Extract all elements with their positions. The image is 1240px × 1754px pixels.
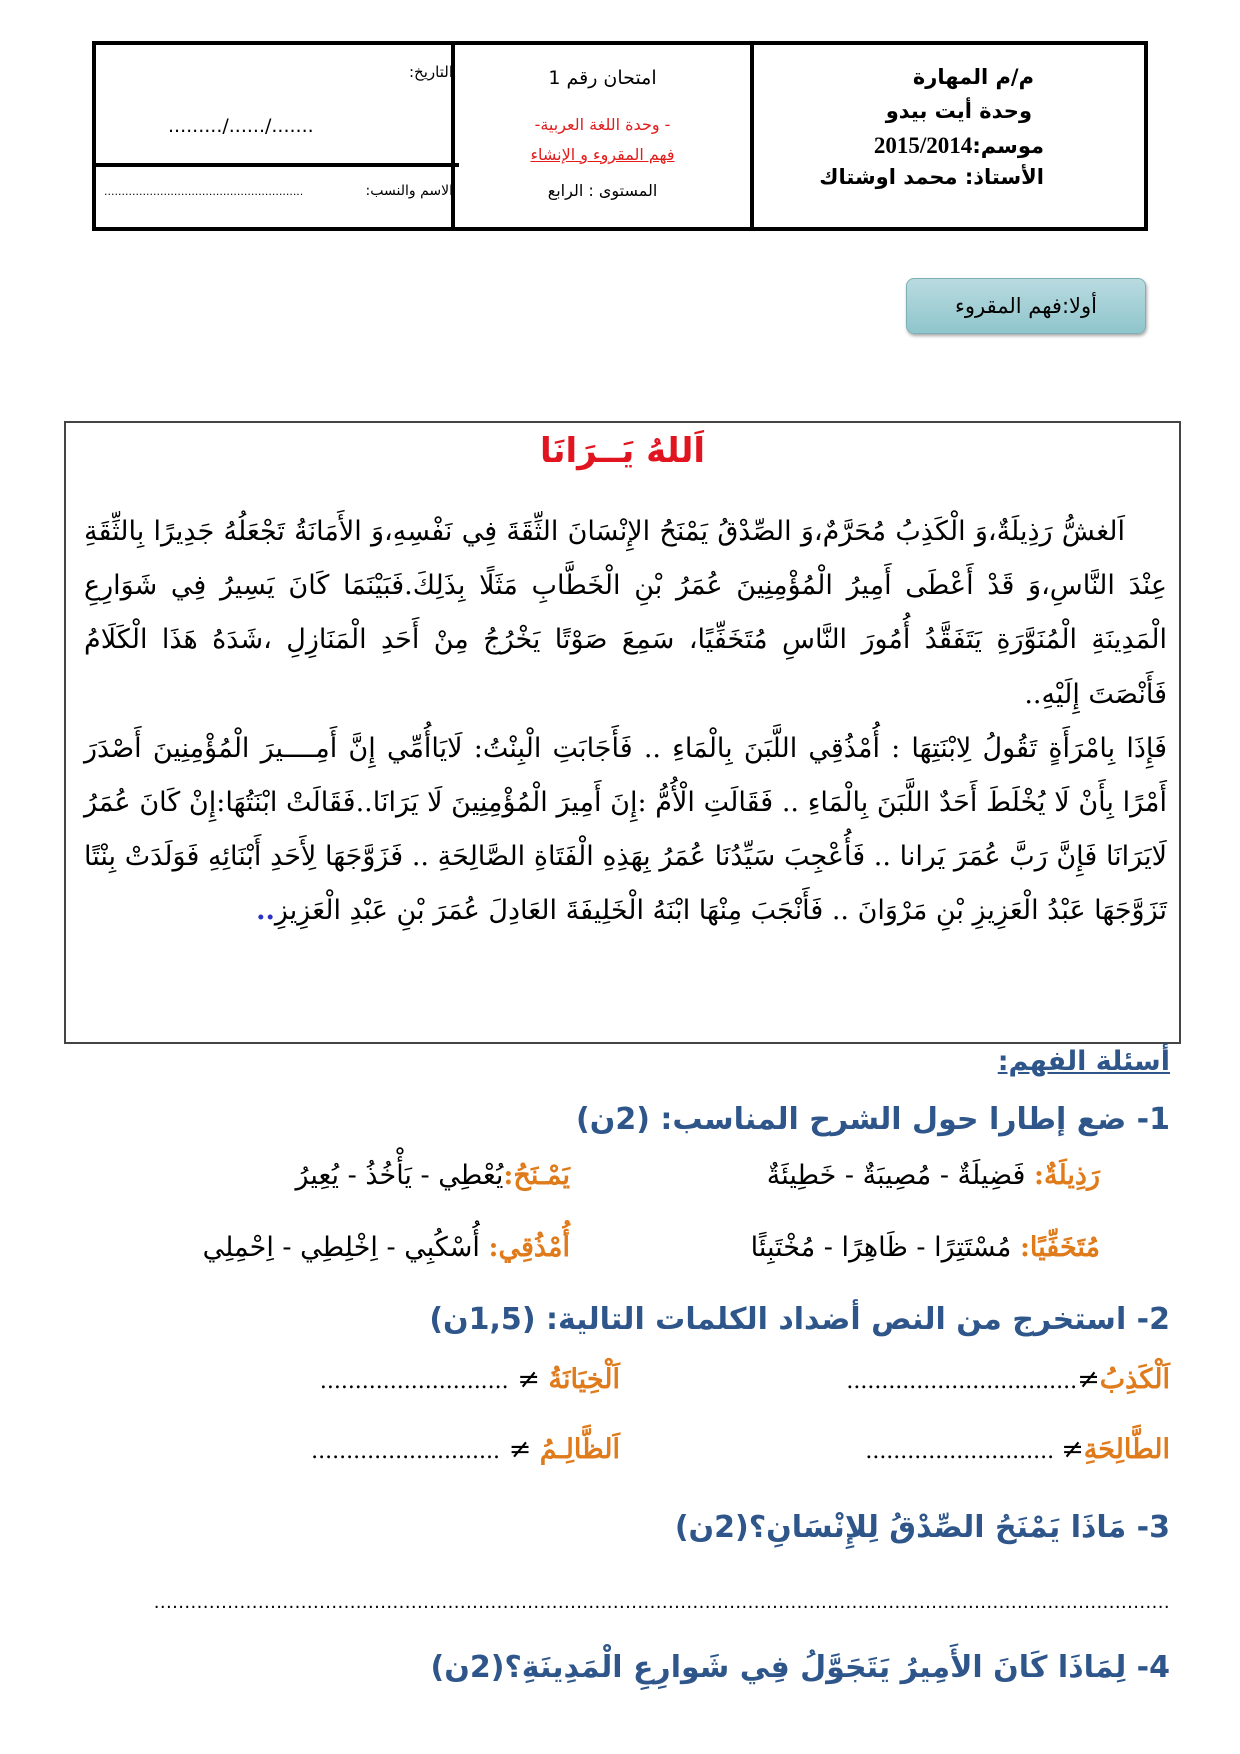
- passage-ending: ..: [256, 895, 275, 927]
- header-table: [92, 41, 1148, 231]
- antonym-item: [846, 1364, 1170, 1395]
- vocab-word: أُمْذُقِي:: [488, 1232, 570, 1263]
- passage-paragraph-2-text: فَإِذَا بِامْرَأَةٍ تَقُولُ لِابْنَتِهَا : أُمْذُقِي اللَّبَنَ بِالْمَاءِ .. فَأَجَابَتِ الْبِنْتُ: لَايَاأُمِّي إِنَّ أَمِــــيرَ الْمُؤْمِنِينَ أَصْدَرَ أَمْرًا بِأَنْ لَا يُخْلَطَ أَحَدٌ اللَّبَنَ بِالْمَاءِ .. فَقَالَتِ الْأُمُّ :إِنَ أَمِيرَ الْمُؤْمِنِينَ لَا يَرَانَا..فَقَالَتْ ابْنَتُهَا:إِنْ كَانَ عُمَرُ لَايَرَانَا فَإِنَّ رَبَّ عُمَرَ يَرانا .. فَأُعْجِبَ سَيِّدُنَا عُمَرُ بِهَذِهِ الْفَتَاةِ الصَّالِحَةِ .. فَزَوَّجَهَا لِأَحَدِ أَبْنَائِهِ فَوَلَدَتْ بِنْتًا تَزَوَّجَهَا عَبْدُ الْعَزِيزِ بْنِ مَرْوَانَ .. فَأَنْجَبَ مِنْهَا ابْنَهُ الْخَلِيفَةَ العَادِلَ عُمَرَ بْنِ عَبْدِ الْعَزِيزِ: [84, 732, 1167, 927]
- vocab-item: [751, 1232, 1100, 1263]
- vocab-options[interactable]: يُعْطِي - يَأْخُذُ - يُعِيرُ: [295, 1160, 504, 1191]
- antonym-word: الطَّالِحَةِ: [1083, 1434, 1170, 1465]
- antonym-sign: ≠: [1061, 1434, 1084, 1465]
- question-1-title: 1- ضع إطارا حول الشرح المناسب: (2ن): [576, 1102, 1170, 1137]
- name-field[interactable]: .........................................................: [104, 185, 304, 198]
- question-3-title: 3- مَاذَا يَمْنَحُ الصِّدْقُ لِلإِنْسَانِ؟(2ن): [674, 1510, 1170, 1545]
- passage-title: اَللهُ يَــرَانَا: [539, 431, 706, 471]
- antonym-word: اَلْكَذِبُ: [1099, 1364, 1170, 1395]
- school-name: م/م المهارة: [912, 65, 1034, 89]
- exam-title: امتحان رقم 1: [548, 67, 657, 89]
- antonym-sign: ≠: [499, 1434, 540, 1465]
- vocab-options[interactable]: أُسْكُبِي - اِخْلِطِي - اِحْمِلِي: [202, 1232, 489, 1263]
- antonym-word: اَلظَّالِـمُ: [539, 1434, 620, 1465]
- school-info: [754, 45, 1144, 227]
- teacher-value: محمد اوشتاك: [819, 165, 958, 189]
- antonym-sign: ≠: [1077, 1364, 1100, 1395]
- passage-body: [84, 505, 1167, 939]
- student-divider: [96, 163, 459, 167]
- vocab-word: مُتَخَفِّيًا:: [1019, 1232, 1100, 1263]
- passage-paragraph-2: [84, 722, 1167, 939]
- antonym-item: [311, 1434, 620, 1465]
- section-tab-reading: أولا:فهم المقروء: [906, 278, 1146, 334]
- exam-unit: - وحدة اللغة العربية-: [534, 115, 671, 134]
- teacher-label: الأستاذ:: [964, 165, 1044, 189]
- vocab-item: [203, 1232, 570, 1263]
- exam-level: المستوى : الرابع: [547, 181, 658, 200]
- vocab-item: [295, 1160, 570, 1191]
- exam-subject: فهم المقروء و الإنشاء: [530, 145, 675, 164]
- antonym-blank[interactable]: ...........................: [865, 1439, 1062, 1464]
- question-4-title: 4- لِمَاذَا كَانَ الأَمِيرُ يَتَجَوَّلُ فِي شَوارِعِ الْمَدِينَةِ؟(2ن): [430, 1650, 1170, 1685]
- questions-heading: أسئلة الفهم:: [997, 1046, 1170, 1077]
- school-unit: وحدة أيت بيدو: [885, 99, 1032, 123]
- question-3-answer-line[interactable]: ......................................................................................................................................................................: [153, 1592, 1170, 1613]
- name-label: الاسم والنسب:: [365, 183, 453, 199]
- question-2-title: 2- استخرج من النص أضداد الكلمات التالية: (1,5ن): [429, 1302, 1170, 1337]
- antonym-blank[interactable]: ...........................: [319, 1369, 509, 1394]
- exam-info: [451, 45, 754, 227]
- season-line: [874, 133, 1044, 159]
- reading-passage: [64, 421, 1181, 1044]
- date-label: التاريخ:: [409, 63, 453, 81]
- season-value: 2015/2014: [873, 133, 973, 158]
- season-label: موسم:: [972, 134, 1044, 158]
- vocab-word: يَمْـنَحُ:: [503, 1160, 570, 1191]
- antonym-item: [320, 1364, 620, 1395]
- antonym-sign: ≠: [508, 1364, 549, 1395]
- vocab-word: رَذِيلَةٌ:: [1034, 1160, 1100, 1191]
- antonym-word: اَلْخِيَانَةُ: [548, 1364, 620, 1395]
- antonym-blank[interactable]: .................................: [846, 1369, 1078, 1394]
- antonym-item: [865, 1434, 1170, 1465]
- student-info: [96, 45, 459, 227]
- vocab-item: [767, 1160, 1100, 1191]
- antonym-blank[interactable]: ...........................: [311, 1439, 500, 1464]
- vocab-options[interactable]: فَضِيلَةٌ - مُصِيبَةٌ - خَطِيئَةٌ: [766, 1160, 1035, 1191]
- passage-paragraph-1: اَلغشُّ رَذِيلَةٌ،وَ الْكَذِبُ مُحَرَّمٌ،وَ الصِّدْقُ يَمْنَحُ الإِنْسَانَ الثِّقَةَ فِي نَفْسِهِ،وَ الأَمَانَةُ تَجْعَلُهُ جَدِيرًا بِالثِّقَةِ عِنْدَ النَّاسِ،وَ قَدْ أَعْطَى أَمِيرُ الْمُؤْمِنِينَ عُمَرُ بْنِ الْخَطَّابِ مَثَلًا بِذَلِكَ.فَبَيْنَمَا كَانَ يَسِيرُ فِي شَوَارِعِ الْمَدِينَةِ الْمُنَوَّرَةِ يَتَفَقَّدُ أُمُورَ النَّاسِ مُتَخَفِّيًا، سَمِعَ صَوْتًا يَخْرُجُ مِنْ أَحَدِ الْمَنَازِلِ ،شَدَهُ هَذَا الْكَلَامُ فَأَنْصَتَ إِلَيْهِ..: [84, 516, 1167, 710]
- vocab-options[interactable]: مُسْتَتِرًا - ظَاهِرًا - مُخْتَبِئًا: [750, 1232, 1020, 1263]
- teacher-line: [819, 165, 1044, 189]
- date-field[interactable]: ........./....../.......: [168, 115, 314, 137]
